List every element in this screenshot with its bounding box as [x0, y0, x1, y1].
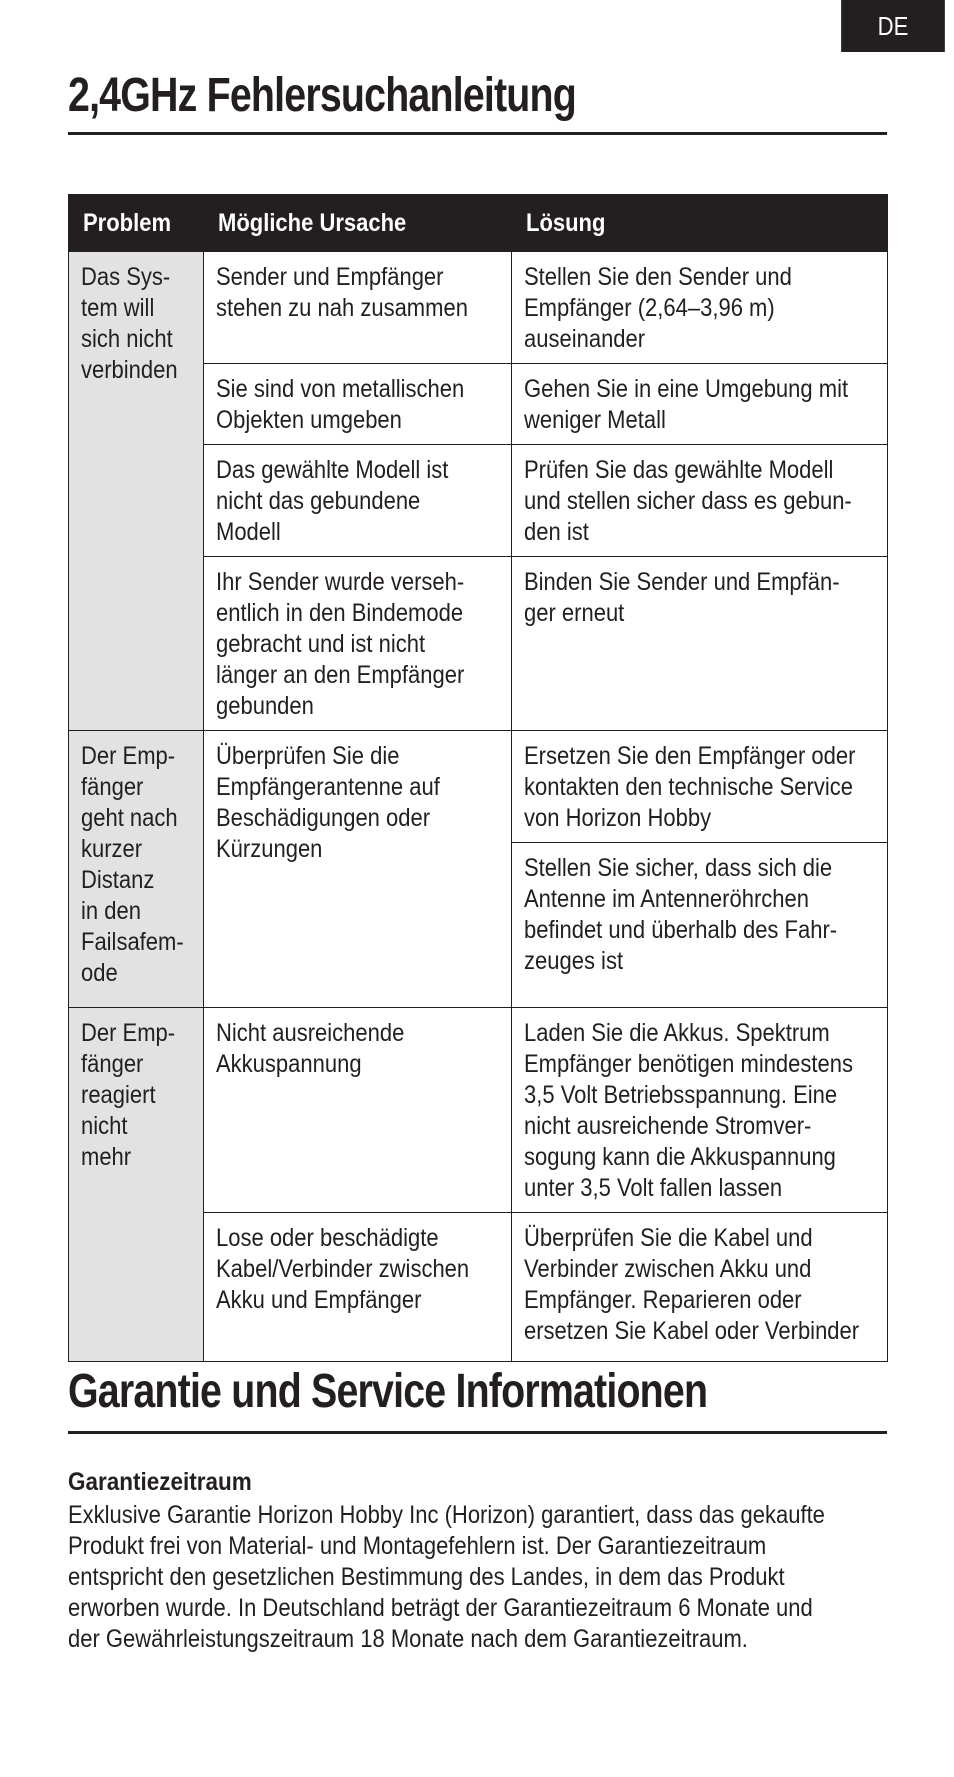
cause-cell: Überprüfen Sie die Empfängerantenne auf Beschädigungen oder Kürzungen	[204, 731, 512, 1008]
solution-cell: Binden Sie Sender und Empfän- ger erneut	[512, 557, 888, 731]
problem-cell: Das Sys- tem will sich nicht verbinden	[69, 252, 204, 731]
paragraph-line: entspricht den gesetzlichen Bestimmung des Landes, in dem das Produkt	[68, 1563, 785, 1591]
cause-cell: Lose oder beschädigte Kabel/Verbinder zwischen Akku und Empfänger	[204, 1213, 512, 1362]
solution-cell: Stellen Sie den Sender und Empfänger (2,64–3,96 m) auseinander	[512, 252, 888, 364]
cause-cell: Nicht ausreichende Akkuspannung	[204, 1008, 512, 1213]
cause-cell: Ihr Sender wurde verseh- entlich in den Bindemode gebracht und ist nicht länger an den Empfänger gebunden	[204, 557, 512, 731]
header-problem: Problem	[69, 195, 204, 252]
header-solution: Lösung	[512, 195, 888, 252]
troubleshooting-table	[68, 194, 888, 1362]
paragraph-line: der Gewährleistungszeitraum 18 Monate nach dem Garantiezeitraum.	[68, 1625, 748, 1653]
table-row	[69, 1008, 888, 1213]
cause-cell: Sie sind von metallischen Objekten umgeben	[204, 364, 512, 445]
solution-cell: Laden Sie die Akkus. Spektrum Empfänger benötigen mindestens 3,5 Volt Betriebsspannung. Eine nicht ausreichende Stromver- sogung kann die Akkuspannung unter 3,5 Volt fallen lassen	[512, 1008, 888, 1213]
solution-cell: Stellen Sie sicher, dass sich die Antenne im Antenneröhrchen befindet und überhalb des Fahr- zeuges ist	[512, 843, 888, 1008]
solution-cell: Gehen Sie in eine Umgebung mit weniger Metall	[512, 364, 888, 445]
troubleshooting-title: 2,4GHz Fehlersuchanleitung	[68, 69, 576, 122]
solution-cell: Überprüfen Sie die Kabel und Verbinder zwischen Akku und Empfänger. Reparieren oder ersetzen Sie Kabel oder Verbinder	[512, 1213, 888, 1362]
paragraph-line: Produkt frei von Material- und Montagefehlern ist. Der Garantiezeitraum	[68, 1532, 767, 1560]
table-row	[69, 731, 888, 843]
problem-cell: Der Emp- fänger geht nach kurzer Distanz in den Failsafem- ode	[69, 731, 204, 1008]
solution-cell: Ersetzen Sie den Empfänger oder kontakten den technische Service von Horizon Hobby	[512, 731, 888, 843]
solution-cell: Prüfen Sie das gewählte Modell und stellen sicher dass es gebun- den ist	[512, 445, 888, 557]
header-cause: Mögliche Ursache	[204, 195, 512, 252]
warranty-paragraph	[68, 1500, 878, 1655]
paragraph-line: Exklusive Garantie Horizon Hobby Inc (Horizon) garantiert, dass das gekaufte	[68, 1501, 825, 1529]
paragraph-line: erworben wurde. In Deutschland beträgt der Garantiezeitraum 6 Monate und	[68, 1594, 813, 1622]
problem-cell: Der Emp- fänger reagiert nicht mehr	[69, 1008, 204, 1362]
cause-cell: Das gewählte Modell ist nicht das gebundene Modell	[204, 445, 512, 557]
warranty-title: Garantie und Service Informationen	[68, 1365, 708, 1418]
table-header-row	[69, 195, 888, 252]
warranty-title-underline	[68, 1431, 887, 1434]
title-underline	[68, 132, 887, 135]
cause-cell: Sender und Empfänger stehen zu nah zusammen	[204, 252, 512, 364]
language-tab: DE	[841, 0, 945, 52]
warranty-period-heading: Garantiezeitraum	[68, 1468, 252, 1496]
table-row	[69, 252, 888, 364]
